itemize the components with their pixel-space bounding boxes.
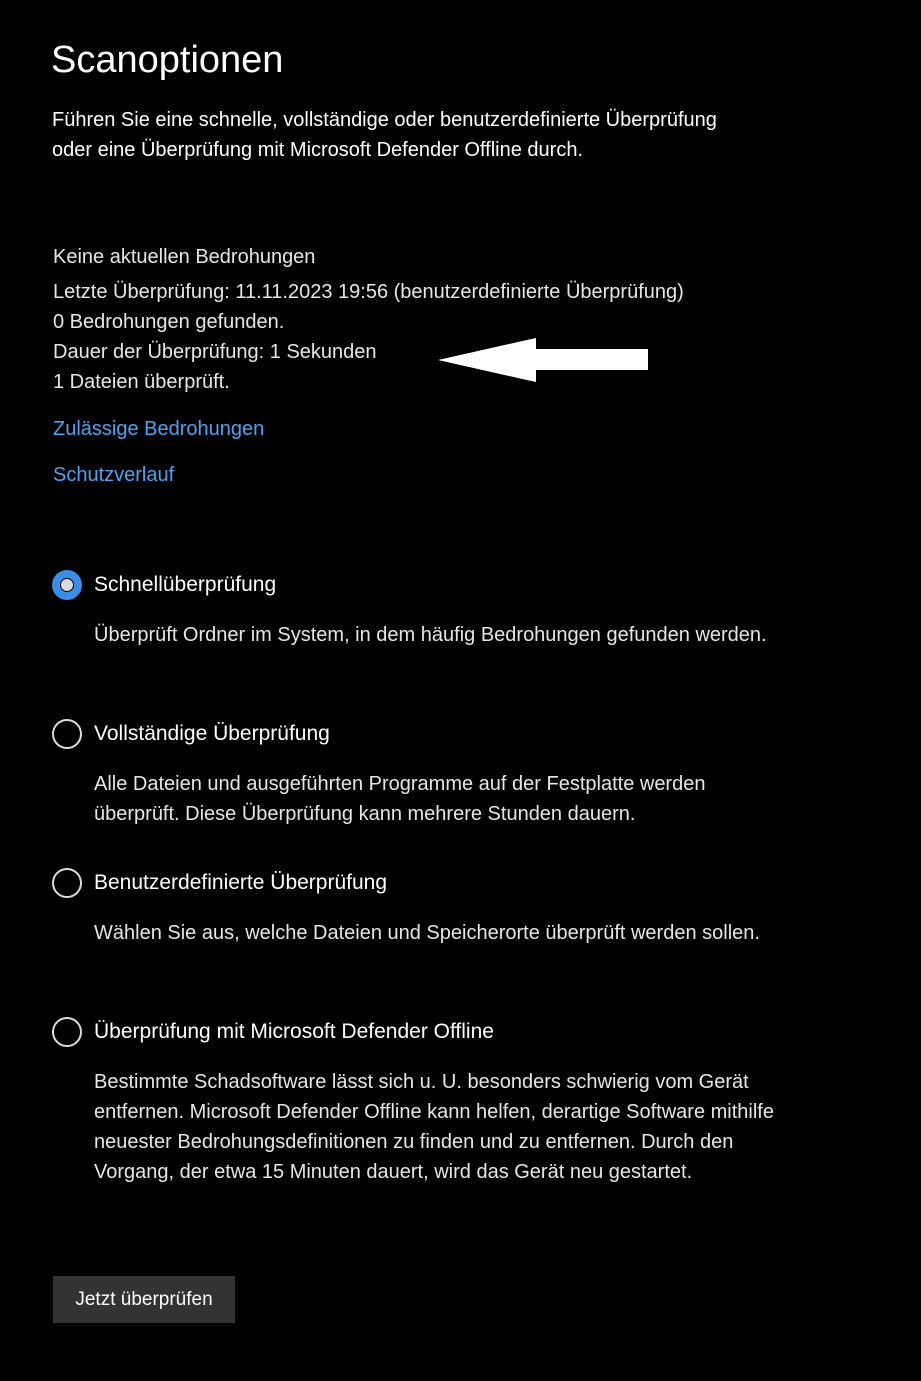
arrow-shape xyxy=(438,338,648,382)
protection-history-link[interactable]: Schutzverlauf xyxy=(53,464,175,486)
radio-custom-scan[interactable] xyxy=(52,868,82,898)
option-label-quick-scan[interactable]: Schnellüberprüfung xyxy=(94,573,277,596)
left-arrow-icon xyxy=(436,336,650,384)
threats-found-count: 0 Bedrohungen gefunden. xyxy=(53,311,285,333)
scan-duration: Dauer der Überprüfung: 1 Sekunden xyxy=(53,341,377,363)
option-label-full-scan[interactable]: Vollständige Überprüfung xyxy=(94,722,330,745)
option-desc-custom-scan: Wählen Sie aus, welche Dateien und Speicherorte überprüft werden sollen. xyxy=(94,922,760,944)
files-scanned-count: 1 Dateien überprüft. xyxy=(53,371,230,393)
option-label-offline-scan[interactable]: Überprüfung mit Microsoft Defender Offline xyxy=(94,1020,494,1043)
option-desc-full-scan: Alle Dateien und ausgeführten Programme auf der Festplatte werden überprüft. Diese Überprüfung kann mehrere Stunden dauern. xyxy=(94,773,706,825)
scan-status xyxy=(53,242,813,397)
option-desc-quick-scan: Überprüft Ordner im System, in dem häufig Bedrohungen gefunden werden. xyxy=(94,624,767,646)
status-headline: Keine aktuellen Bedrohungen xyxy=(53,246,316,268)
last-scan-info: Letzte Überprüfung: 11.11.2023 19:56 (benutzerdefinierte Überprüfung) xyxy=(53,281,684,303)
scan-now-button[interactable]: Jetzt überprüfen xyxy=(53,1276,235,1323)
page-intro: Führen Sie eine schnelle, vollständige oder benutzerdefinierte Überprüfung oder eine Überprüfung mit Microsoft Defender Offline durch. xyxy=(52,109,717,161)
page-title: Scanoptionen xyxy=(51,39,284,81)
allowed-threats-link[interactable]: Zulässige Bedrohungen xyxy=(53,418,265,440)
option-desc-offline-scan: Bestimmte Schadsoftware lässt sich u. U. besonders schwierig vom Gerät entfernen. Microsoft Defender Offline kann helfen, derartige Software mithilfe neuester Bedrohungsdefinitionen zu finden und zu entfernen. Durch den Vorgang, der etwa 15 Minuten dauert, wird das Gerät neu gestartet. xyxy=(94,1071,774,1183)
option-label-custom-scan[interactable]: Benutzerdefinierte Überprüfung xyxy=(94,871,388,894)
radio-full-scan[interactable] xyxy=(52,719,82,749)
radio-quick-scan[interactable] xyxy=(52,570,82,600)
radio-offline-scan[interactable] xyxy=(52,1017,82,1047)
